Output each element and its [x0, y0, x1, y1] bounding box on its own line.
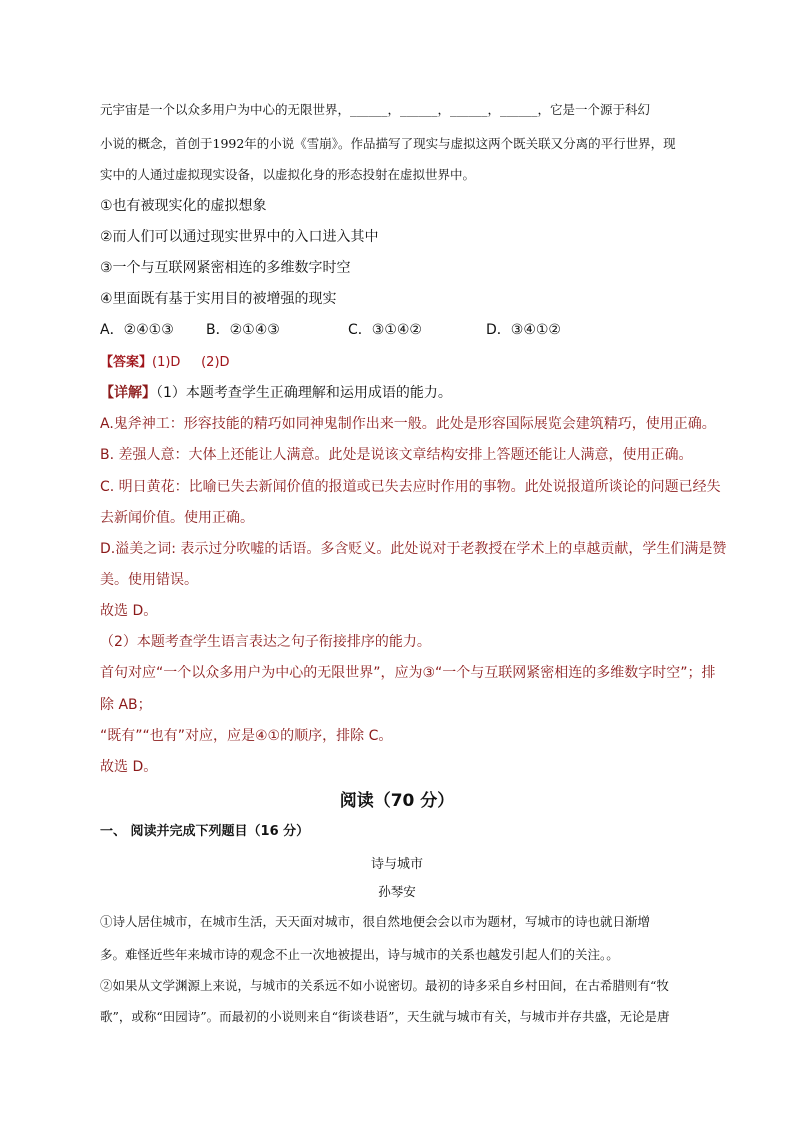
detail-label: 【详解】	[100, 385, 156, 401]
question-item-2: ②而人们可以通过现实世界中的入口进入其中	[100, 229, 379, 245]
option-d: D．③④①②	[486, 322, 561, 338]
question-stem-line-2: 小说的概念，首创于1992年的小说《雪崩》。作品描写了现实与虚拟这两个既关联又分离的平行世界，现	[100, 136, 676, 151]
detail-line-c: C. 明日黄花：比喻已失去新闻价值的报道或已失去应时作用的事物。此处说报道所谈论的问题已经失	[100, 479, 721, 495]
detail-part-2-line-3: “既有”“也有”对应，应是④①的顺序，排除 C。	[100, 728, 393, 744]
article-paragraph-2-line-1: ②如果从文学渊源上来说，与城市的关系远不如小说密切。最初的诗多采自乡村田间，在古希腊则有“牧	[100, 978, 669, 993]
question-item-4: ④里面既有基于实用目的被增强的现实	[100, 291, 337, 307]
detail-conclusion-2: 故选 D。	[100, 759, 158, 775]
question-stem-line-1: 元宇宙是一个以众多用户为中心的无限世界，______，______，______，______，它是一个源于科幻	[100, 102, 651, 117]
answer-label: 【答案】	[100, 355, 153, 370]
question-stem-line-3: 实中的人通过虚拟现实设备，以虚拟化身的形态投射在虚拟世界中。	[100, 167, 476, 182]
question-item-3: ③一个与互联网紧密相连的多维数字时空	[100, 260, 351, 276]
detail-part-2-line-2: 除 AB；	[100, 697, 152, 713]
option-a: A．②④①③	[100, 322, 174, 338]
detail-intro: （1）本题考查学生正确理解和运用成语的能力。	[156, 385, 452, 401]
article-title: 诗与城市	[370, 857, 423, 872]
detail-line-a: A.鬼斧神工：形容技能的精巧如同神鬼制作出来一般。此处是形容国际展览会建筑精巧，使用正确。	[100, 416, 716, 432]
article-paragraph-2-line-2: 歌”，或称“田园诗”。而最初的小说则来自“街谈巷语”，天生就与城市有关，与城市并存共盛，无论是唐	[100, 1009, 670, 1024]
detail-intro-row	[100, 382, 452, 402]
reading-section-title: 一、 阅读并完成下列题目（16 分）	[100, 824, 310, 839]
detail-line-b: B. 差强人意：大体上还能让人满意。此处是说该文章结构安排上答题还能让人满意，使用正确。	[100, 447, 693, 463]
reading-heading: 阅读（70 分）	[339, 791, 455, 811]
article-paragraph-1-line-1: ①诗人居住城市，在城市生活，天天面对城市，很自然地便会会以市为题材，写城市的诗也就日渐增	[100, 914, 651, 929]
answer-row	[100, 351, 230, 370]
detail-part-2-line-1: 首句对应“一个以众多用户为中心的无限世界”，应为③“一个与互联网紧密相连的多维数字时空”；排	[100, 665, 716, 681]
option-b: B．②①④③	[206, 322, 280, 338]
article-paragraph-1-line-2: 多。难怪近些年来城市诗的观念不止一次地被提出，诗与城市的关系也越发引起人们的关注。。	[100, 947, 619, 962]
question-item-1: ①也有被现实化的虚拟想象	[100, 198, 267, 214]
detail-conclusion-1: 故选 D。	[100, 603, 158, 619]
detail-line-d: D.溢美之词: 表示过分吹嘘的话语。多含贬义。此处说对于老教授在学术上的卓越贡献，学生们满是赞	[100, 541, 727, 557]
detail-part-2-intro: （2）本题考查学生语言表达之句子衔接排序的能力。	[100, 634, 431, 650]
article-author: 孙琴安	[378, 884, 416, 899]
option-c: C．③①④②	[348, 322, 422, 338]
answer-value: (1)D (2)D	[152, 355, 230, 370]
detail-line-d-cont: 美。使用错误。	[100, 572, 198, 588]
detail-line-c-cont: 去新闻价值。使用正确。	[100, 510, 254, 526]
